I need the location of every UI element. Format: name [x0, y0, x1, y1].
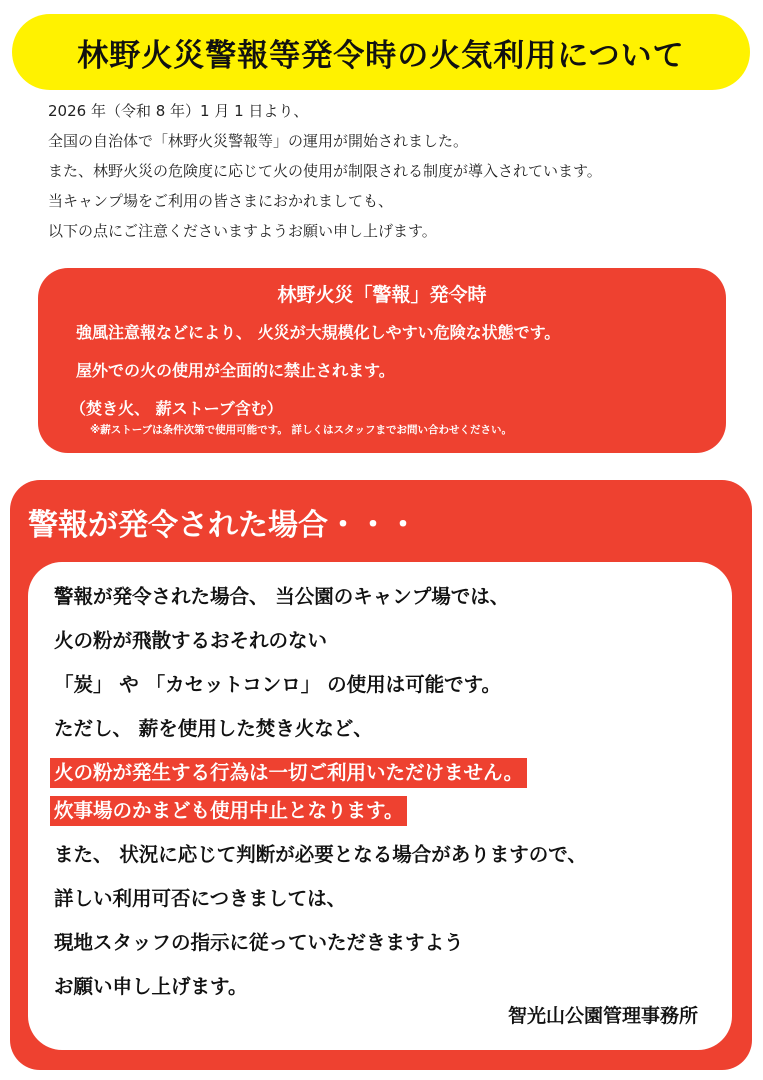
page-title: 林野火災警報等発令時の火気利用について	[77, 37, 685, 74]
case-line-8: 詳しい利用可否につきましては、	[54, 887, 347, 910]
intro-line-3: また、林野火災の危険度に応じて火の使用が制限される制度が導入されています。	[48, 162, 602, 180]
case-line-2: 火の粉が飛散するおそれのない	[54, 629, 328, 652]
case-line-4: ただし、 薪を使用した焚き火など、	[54, 717, 373, 740]
alert-line-ban: 屋外での火の使用が全面的に禁止されます。	[76, 361, 395, 380]
case-line-1: 警報が発令された場合、 当公園のキャンプ場では、	[54, 585, 510, 608]
title-banner	[12, 14, 750, 90]
alert-heading: 林野火災「警報」発令時	[277, 284, 487, 306]
case-content-panel	[28, 562, 732, 1050]
intro-paragraph	[48, 96, 738, 246]
warning-alert-box	[38, 268, 726, 453]
case-heading: 警報が発令された場合・・・	[28, 508, 418, 543]
case-line-9: 現地スタッフの指示に従っていただきますよう	[54, 931, 464, 954]
intro-line-5: 以下の点にご注意くださいますようお願い申し上げます。	[48, 222, 437, 240]
case-line-highlight-2: 炊事場のかまども使用中止となります。	[50, 796, 407, 826]
alert-line-scope: （焚き火、 薪ストーブ含む）	[70, 399, 283, 418]
case-box	[10, 480, 752, 1070]
intro-line-2: 全国の自治体で「林野火災警報等」の運用が開始されました。	[48, 132, 469, 150]
intro-line-1: 2026 年（令和 8 年）1 月 1 日より、	[48, 102, 309, 120]
alert-line-danger: 強風注意報などにより、 火災が大規模化しやすい危険な状態です。	[76, 323, 561, 342]
case-line-3: 「炭」 や 「カセットコンロ」 の使用は可能です。	[54, 673, 502, 696]
case-line-highlight-1: 火の粉が発生する行為は一切ご利用いただけません。	[50, 758, 527, 788]
case-line-7: また、 状況に応じて判断が必要となる場合がありますので、	[54, 843, 587, 866]
intro-line-4: 当キャンプ場をご利用の皆さまにおかれましても、	[48, 192, 394, 210]
case-line-10: お願い申し上げます。	[54, 975, 248, 998]
signature: 智光山公園管理事務所	[507, 1005, 698, 1027]
alert-note: ※薪ストーブは条件次第で使用可能です。 詳しくはスタッフまでお問い合わせください。	[90, 424, 512, 436]
